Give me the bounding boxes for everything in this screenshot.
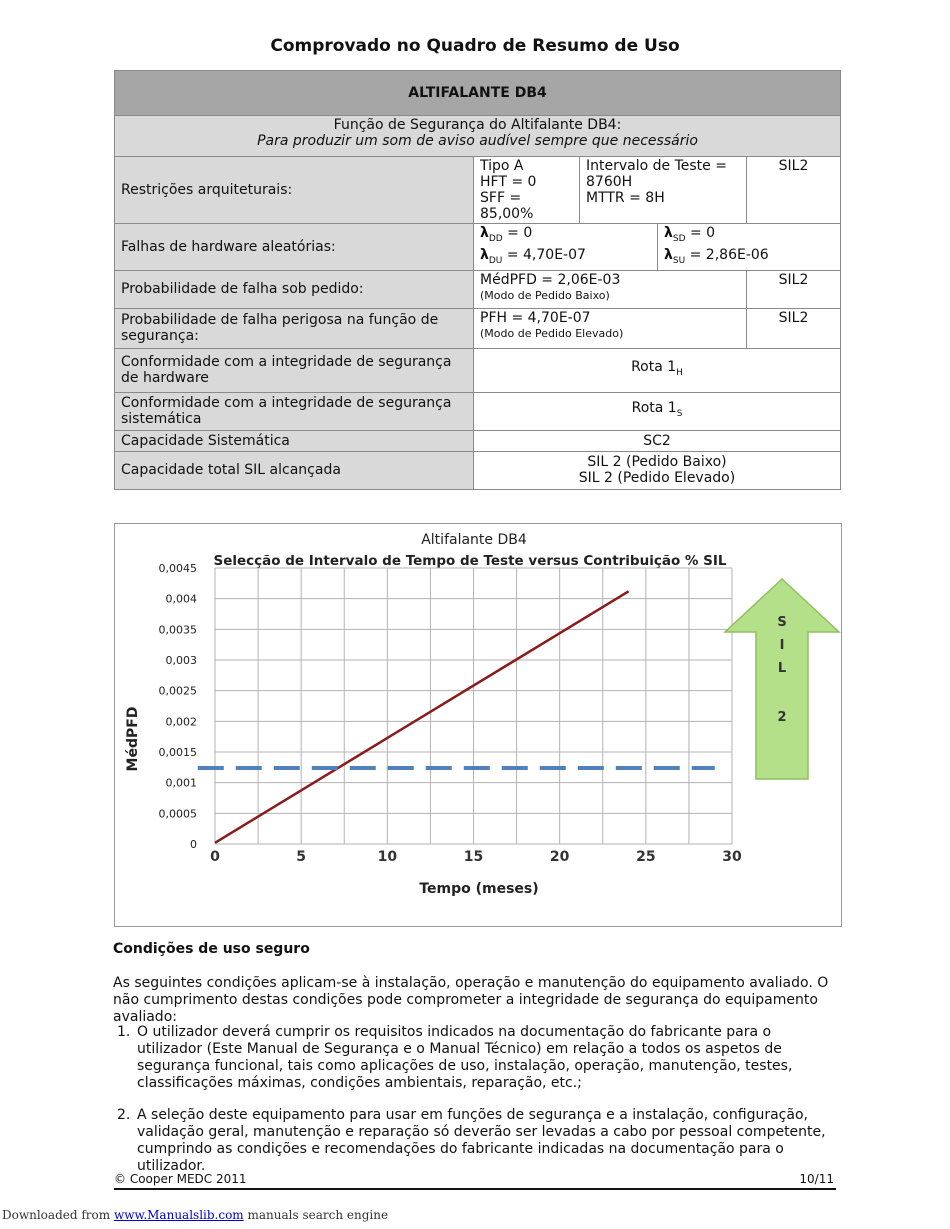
chart-title: Altifalante DB4 bbox=[421, 532, 527, 548]
y-tick-label: 0,0045 bbox=[158, 562, 197, 575]
pfh-value-cell: PFH = 4,70E-07 (Modo de Pedido Elevado) bbox=[474, 308, 747, 348]
list-item-text: O utilizador deverá cumprir os requisitos indicados na documentação do fabricante para o utilizador (Este Manual de Segurança e o Manual Técnico) em relação a todos os aspetos de segurança funcional, tais como aplicações de uso, instalação, operação, manutenção, testes, classificações máximas, condições ambientais, reparação, etc.; bbox=[137, 1024, 793, 1091]
architecture-sil: SIL2 bbox=[747, 157, 841, 224]
sil-arrow-letter: I bbox=[779, 638, 785, 653]
chart-subtitle: Selecção de Intervalo de Tempo de Teste versus Contribuição % SIL bbox=[213, 553, 727, 569]
page-footer bbox=[114, 1172, 836, 1190]
row-label-hw-integrity: Conformidade com a integridade de segurança de hardware bbox=[115, 348, 474, 392]
row-label-pfh: Probabilidade de falha perigosa na função de segurança: bbox=[115, 308, 474, 348]
y-tick-label: 0,004 bbox=[165, 592, 197, 606]
lambda-d-cell: $\lambda_{DD} = 0$ $\lambda_{DU} = 4,70E-07$ bbox=[474, 224, 658, 271]
sil-arrow-letter: L bbox=[777, 661, 787, 676]
lambda-s-cell: $\lambda_{SD} = 0$ $\lambda_{SU} = 2,86E-06$ bbox=[658, 224, 841, 271]
sil-arrow-letter: S bbox=[777, 615, 787, 630]
test-interval-cell: Intervalo de Teste = 8760H MTTR = 8H bbox=[580, 157, 747, 224]
pfd-chart bbox=[114, 523, 842, 927]
x-tick-label: 15 bbox=[463, 849, 484, 865]
sil-arrow bbox=[725, 579, 839, 779]
footer-copyright: © Cooper MEDC 2011 bbox=[114, 1172, 247, 1186]
hw-integrity-value: Rota $1_H$ bbox=[474, 348, 841, 392]
y-tick-label: 0 bbox=[190, 838, 197, 851]
x-tick-label: 25 bbox=[636, 849, 656, 865]
chart-y-label: MédPFD bbox=[125, 706, 141, 772]
y-tick-label: 0,002 bbox=[165, 715, 197, 729]
list-item-text: A seleção deste equipamento para usar em funções de segurança e a instalação, configuração, validação geral, manutenção e reparação só deverão ser levadas a cabo por pessoal competente, cumprindo as condições e recomendações do fabricante indicadas na documentação para o utilizador. bbox=[137, 1107, 826, 1174]
pfh-sil: SIL2 bbox=[747, 308, 841, 348]
table-header: ALTIFALANTE DB4 bbox=[115, 71, 841, 116]
list-item-number: 2. bbox=[117, 1107, 131, 1123]
row-label-random-hw-failures: Falhas de hardware aleatórias: bbox=[115, 224, 474, 271]
pfd-sil: SIL2 bbox=[747, 270, 841, 308]
download-line: Downloaded from www.Manualslib.com manuals search engine bbox=[2, 1208, 389, 1222]
manualslib-link[interactable]: www.Manualslib.com bbox=[113, 1208, 244, 1222]
x-tick-label: 20 bbox=[549, 849, 570, 865]
row-label-total-sil: Capacidade total SIL alcançada bbox=[115, 451, 474, 489]
page-number: 10/11 bbox=[799, 1172, 834, 1186]
row-label-sys-integrity: Conformidade com a integridade de segurança sistemática bbox=[115, 392, 474, 430]
y-tick-label: 0,003 bbox=[165, 654, 197, 667]
safe-use-heading: Condições de uso seguro bbox=[113, 941, 310, 957]
row-label-architecture: Restrições arquiteturais: bbox=[115, 157, 474, 224]
chart-svg bbox=[115, 524, 841, 926]
pfd-value-cell: MédPFD = 2,06E-03 (Modo de Pedido Baixo) bbox=[474, 270, 747, 308]
chart-x-label: Tempo (meses) bbox=[419, 881, 539, 897]
sil-arrow-letter: 2 bbox=[777, 710, 787, 725]
x-tick-label: 10 bbox=[377, 849, 398, 865]
total-sil-value: SIL 2 (Pedido Baixo) SIL 2 (Pedido Elevado) bbox=[474, 451, 841, 489]
safe-use-intro: As seguintes condições aplicam-se à instalação, operação e manutenção do equipamento avaliado. O não cumprimento destas condições pode comprometer a integridade de segurança do equipamento avaliado: bbox=[113, 975, 829, 1025]
architecture-type-cell: Tipo A HFT = 0 SFF = 85,00% bbox=[474, 157, 580, 224]
y-tick-label: 0,0035 bbox=[158, 623, 197, 637]
row-label-pfd: Probabilidade de falha sob pedido: bbox=[115, 270, 474, 308]
page-title: Comprovado no Quadro de Resumo de Uso bbox=[270, 36, 680, 56]
y-tick-label: 0,0015 bbox=[158, 746, 197, 759]
sys-capability-value: SC2 bbox=[474, 430, 841, 451]
safety-function-header: Função de Segurança do Altifalante DB4: Para produzir um som de aviso audível sempre que necessário bbox=[115, 116, 841, 157]
y-tick-label: 0,0025 bbox=[158, 684, 197, 698]
usage-summary-table bbox=[114, 70, 841, 490]
y-tick-label: 0,001 bbox=[165, 776, 197, 790]
sys-integrity-value: Rota $1_S$ bbox=[474, 392, 841, 430]
list-item-number: 1. bbox=[117, 1024, 131, 1040]
x-tick-label: 5 bbox=[296, 849, 307, 865]
y-tick-label: 0,0005 bbox=[158, 807, 197, 821]
x-tick-label: 30 bbox=[722, 849, 742, 865]
x-tick-label: 0 bbox=[210, 849, 220, 865]
row-label-sys-capability: Capacidade Sistemática bbox=[115, 430, 474, 451]
